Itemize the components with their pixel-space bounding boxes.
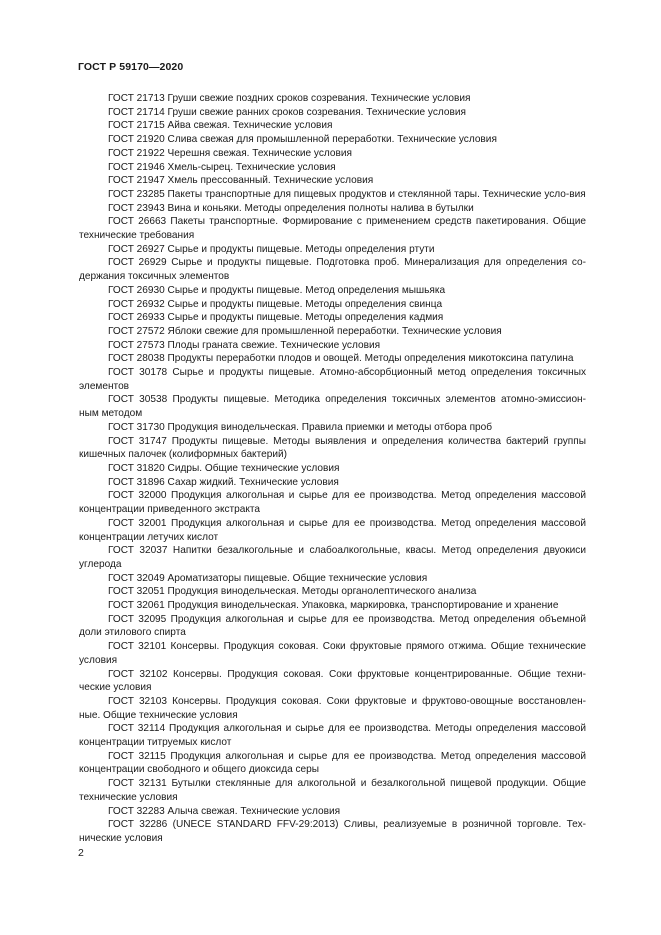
reference-item: ГОСТ 31730 Продукция винодельческая. Правила приемки и методы отбора проб bbox=[108, 421, 493, 433]
reference-item: ГОСТ 32037 Напитки безалкогольные и слабоалкогольные, квасы. Метод определения двуокиси углерода bbox=[79, 545, 586, 570]
document-header: ГОСТ Р 59170—2020 bbox=[78, 61, 184, 73]
reference-item: ГОСТ 32051 Продукция винодельческая. Методы органолептического анализа bbox=[108, 586, 477, 598]
reference-item: ГОСТ 32115 Продукция алкогольная и сырье для ее производства. Метод определения массовой концентрации свободного и общего диоксида серы bbox=[79, 750, 586, 776]
reference-item: ГОСТ 21922 Черешня свежая. Технические условия bbox=[108, 147, 352, 159]
reference-item: ГОСТ 27572 Яблоки свежие для промышленной переработки. Технические условия bbox=[108, 325, 502, 337]
reference-item: ГОСТ 26929 Сырье и продукты пищевые. Подготовка проб. Минерализация для определения со-держания токсичных элементов bbox=[79, 257, 586, 283]
reference-item: ГОСТ 30538 Продукты пищевые. Методика определения токсичных элементов атомно-эмиссион-ным методом bbox=[79, 394, 586, 420]
reference-item: ГОСТ 26933 Сырье и продукты пищевые. Методы определения кадмия bbox=[108, 312, 444, 324]
reference-list bbox=[79, 92, 586, 846]
reference-item: ГОСТ 26663 Пакеты транспортные. Формирование с применением средств пакетирования. Общие технические требования bbox=[79, 216, 586, 242]
reference-item: ГОСТ 21946 Хмель-сырец. Технические условия bbox=[108, 161, 336, 173]
reference-item: ГОСТ 26927 Сырье и продукты пищевые. Методы определения ртути bbox=[108, 243, 435, 255]
reference-item: ГОСТ 32131 Бутылки стеклянные для алкогольной и безалкогольной пищевой продукции. Общие технические условия bbox=[79, 778, 586, 803]
reference-item: ГОСТ 32102 Консервы. Продукция соковая. Соки фруктовые концентрированные. Общие техни-ческие условия bbox=[79, 668, 586, 694]
reference-item: ГОСТ 21920 Слива свежая для промышленной переработки. Технические условия bbox=[108, 134, 497, 146]
reference-item: ГОСТ 32101 Консервы. Продукция соковая. Соки фруктовые прямого отжима. Общие технические условия bbox=[79, 641, 586, 666]
reference-item: ГОСТ 32061 Продукция винодельческая. Упаковка, маркировка, транспортирование и хранение bbox=[108, 600, 559, 612]
reference-item: ГОСТ 32114 Продукция алкогольная и сырье для ее производства. Методы определения массовой концентрации титруемых кислот bbox=[79, 723, 586, 749]
reference-item: ГОСТ 32095 Продукция алкогольная и сырье для ее производства. Метод определения объемной доли этилового спирта bbox=[79, 613, 586, 639]
reference-item: ГОСТ 21947 Хмель прессованный. Технические условия bbox=[108, 175, 374, 187]
reference-item: ГОСТ 31896 Сахар жидкий. Технические условия bbox=[108, 476, 339, 488]
page-number: 2 bbox=[78, 847, 84, 859]
reference-item: ГОСТ 31820 Сидры. Общие технические условия bbox=[108, 462, 340, 474]
reference-item: ГОСТ 32103 Консервы. Продукция соковая. Соки фруктовые и фруктово-овощные восстановлен-ные. Общие технические условия bbox=[79, 695, 586, 721]
reference-item: ГОСТ 32001 Продукция алкогольная и сырье для ее производства. Метод определения массовой концентрации летучих кислот bbox=[79, 517, 586, 543]
reference-item: ГОСТ 21715 Айва свежая. Технические условия bbox=[108, 120, 333, 132]
reference-item: ГОСТ 32283 Алыча свежая. Технические условия bbox=[108, 805, 341, 817]
reference-item: ГОСТ 32049 Ароматизаторы пищевые. Общие технические условия bbox=[108, 572, 428, 584]
reference-item: ГОСТ 23943 Вина и коньяки. Методы определения полноты налива в бутылки bbox=[108, 202, 474, 214]
reference-item: ГОСТ 26930 Сырье и продукты пищевые. Метод определения мышьяка bbox=[108, 284, 446, 296]
reference-item: ГОСТ 21713 Груши свежие поздних сроков созревания. Технические условия bbox=[108, 93, 471, 104]
reference-item: ГОСТ 21714 Груши свежие ранних сроков созревания. Технические условия bbox=[108, 106, 466, 118]
reference-item: ГОСТ 27573 Плоды граната свежие. Технические условия bbox=[108, 339, 381, 351]
reference-item: ГОСТ 30178 Сырье и продукты пищевые. Атомно-абсорбционный метод определения токсичных элементов bbox=[79, 367, 586, 392]
reference-item: ГОСТ 23285 Пакеты транспортные для пищевых продуктов и стеклянной тары. Технические усло-вия bbox=[108, 188, 586, 200]
reference-item: ГОСТ 31747 Продукты пищевые. Методы выявления и определения количества бактерий группы кишечных палочек (колиформных бактерий) bbox=[79, 435, 586, 461]
reference-item: ГОСТ 26932 Сырье и продукты пищевые. Методы определения свинца bbox=[108, 298, 443, 310]
reference-item: ГОСТ 32000 Продукция алкогольная и сырье для ее производства. Метод определения массовой концентрации приведенного экстракта bbox=[79, 490, 586, 516]
reference-item: ГОСТ 28038 Продукты переработки плодов и овощей. Методы определения микотоксина патулина bbox=[108, 353, 574, 365]
reference-item: ГОСТ 32286 (UNECE STANDARD FFV-29:2013) Сливы, реализуемые в розничной торговле. Тех-нические условия bbox=[79, 819, 586, 844]
